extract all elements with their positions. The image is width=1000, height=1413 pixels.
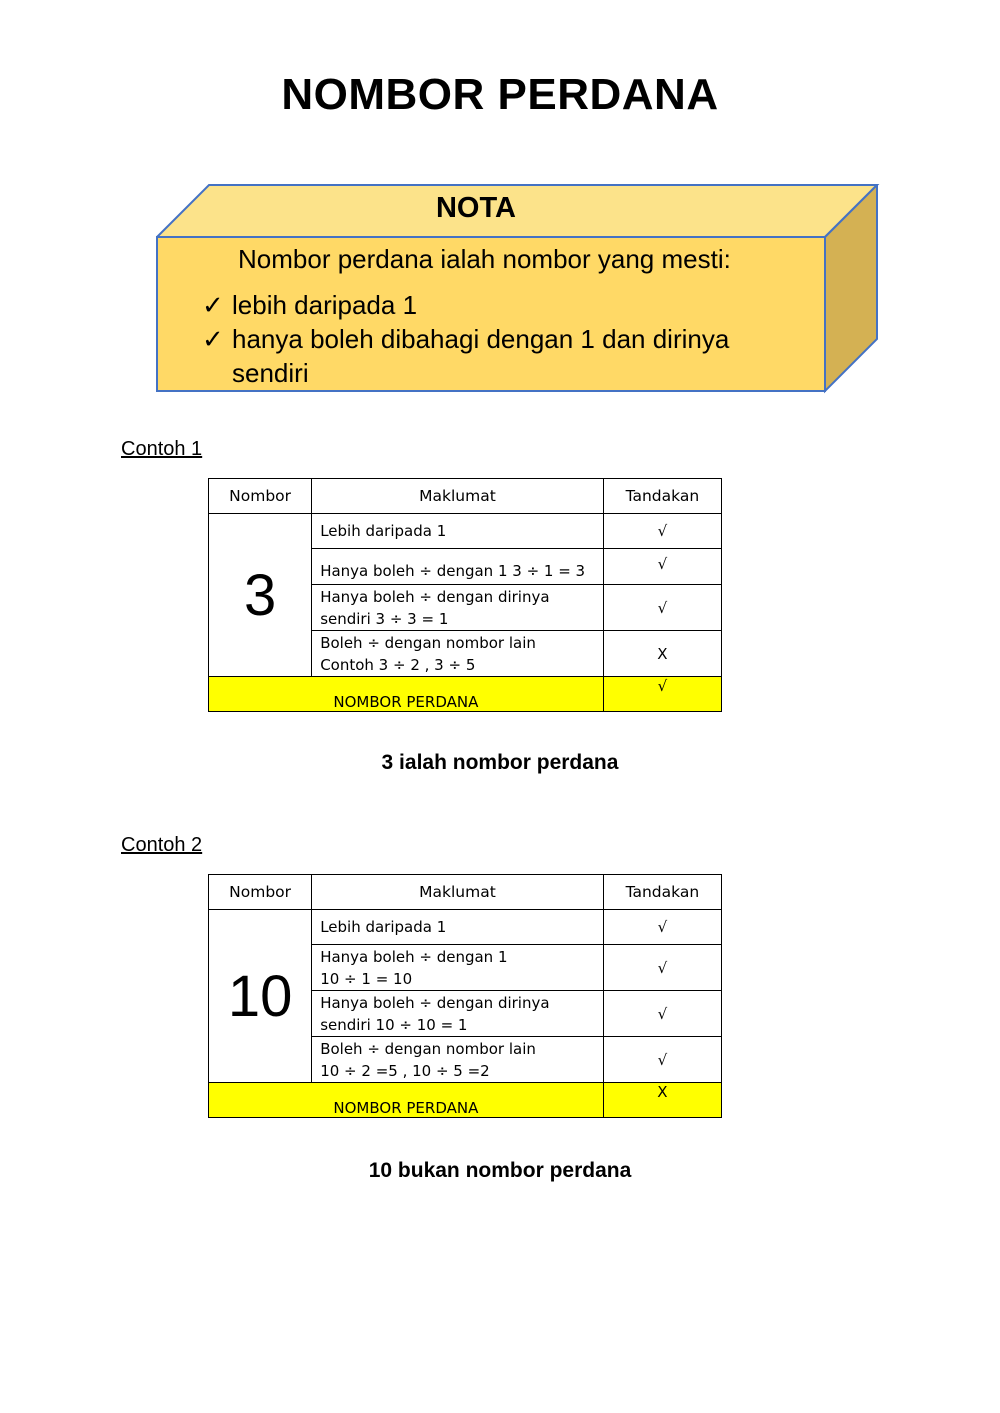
nota-box [156,184,880,394]
nota-list [202,288,802,390]
mark-cell: √ [603,945,721,991]
table-row [209,514,722,549]
info-line: Hanya boleh ÷ dengan 1 3 ÷ 1 = 3 [320,562,586,580]
header-maklumat: Maklumat [312,479,604,514]
example-1-conclusion: 3 ialah nombor perdana [381,751,619,774]
check-icon: ✓ [202,324,224,354]
info-line: Lebih daripada 1 [320,918,447,936]
mark-cell: √ [603,1037,721,1083]
page-title: NOMBOR PERDANA [281,70,719,119]
example-2-label: Contoh 2 [121,834,203,856]
nota-item-text: hanya boleh dibahagi dengan 1 dan dirinya sendiri [232,324,730,388]
nota-item [202,322,802,390]
info-line: sendiri 3 ÷ 3 = 1 [320,609,449,628]
info-cell [312,945,604,991]
nota-heading: NOTA [435,192,516,224]
example-number: 3 [209,514,312,677]
info-cell [312,991,604,1037]
info-cell [312,910,604,945]
result-label: NOMBOR PERDANA [209,1083,604,1118]
nota-item [202,288,802,322]
table-row [209,910,722,945]
info-line: Contoh 3 ÷ 2 , 3 ÷ 5 [320,655,476,674]
mark-cell: √ [603,514,721,549]
result-row [209,677,722,712]
result-row [209,1083,722,1118]
mark-cell: √ [603,910,721,945]
example-1-table [208,478,722,712]
example-number: 10 [209,910,312,1083]
result-label: NOMBOR PERDANA [209,677,604,712]
mark-cell: X [603,631,721,677]
info-line: sendiri 10 ÷ 10 = 1 [320,1015,468,1034]
header-nombor: Nombor [209,479,312,514]
header-maklumat: Maklumat [312,875,604,910]
header-nombor: Nombor [209,875,312,910]
mark-cell: √ [603,585,721,631]
info-line: 10 ÷ 2 =5 , 10 ÷ 5 =2 [320,1061,490,1080]
check-icon: ✓ [202,290,224,320]
nota-intro: Nombor perdana ialah nombor yang mesti: [238,244,731,274]
info-line: Lebih daripada 1 [320,522,447,540]
info-cell [312,631,604,677]
info-cell [312,1037,604,1083]
info-line: 10 ÷ 1 = 10 [320,969,413,988]
info-line: Boleh ÷ dengan nombor lain [320,633,536,652]
header-tandakan: Tandakan [603,875,721,910]
example-2-table [208,874,722,1118]
result-mark: √ [603,677,721,712]
nota-item-text: lebih daripada 1 [232,290,418,320]
table-header-row [209,875,722,910]
table-header-row [209,479,722,514]
example-1-label: Contoh 1 [121,438,203,460]
info-line: Boleh ÷ dengan nombor lain [320,1039,536,1058]
example-2-conclusion: 10 bukan nombor perdana [368,1159,632,1182]
header-tandakan: Tandakan [603,479,721,514]
info-line: Hanya boleh ÷ dengan 1 [320,947,508,966]
info-line: Hanya boleh ÷ dengan dirinya [320,993,550,1012]
info-cell [312,549,604,585]
result-mark: X [603,1083,721,1118]
info-cell [312,514,604,549]
mark-cell: √ [603,549,721,585]
info-cell [312,585,604,631]
info-line: Hanya boleh ÷ dengan dirinya [320,587,550,606]
mark-cell: √ [603,991,721,1037]
